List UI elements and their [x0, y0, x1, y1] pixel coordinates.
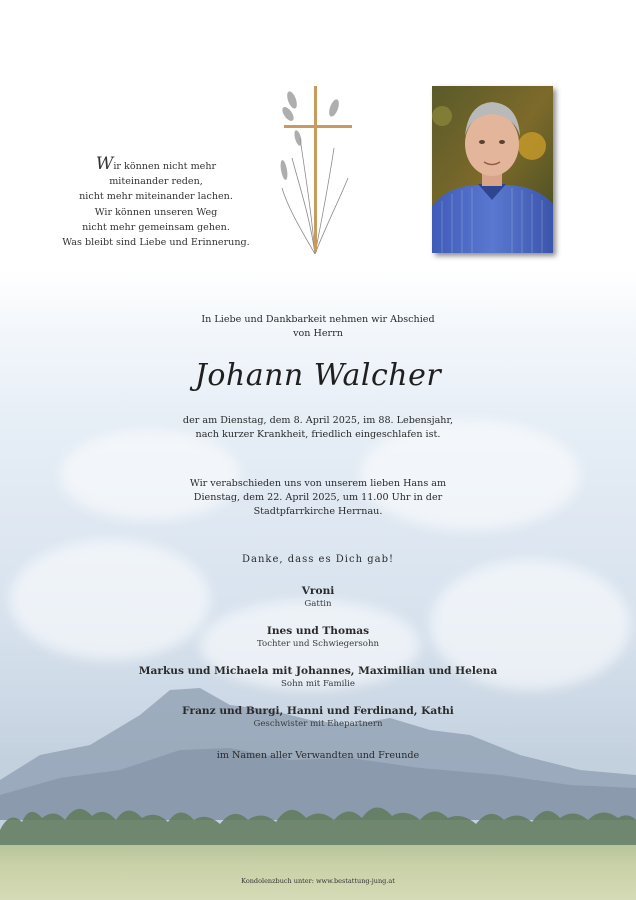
death-info: [0, 414, 636, 442]
funeral-line: Wir verabschieden uns von unserem lieben Hans am: [189, 478, 447, 489]
portrait-photo: [432, 86, 553, 253]
mourner-name: Markus und Michaela mit Johannes, Maximilian und Helena: [138, 665, 498, 677]
relatives-text: im Namen aller Verwandten und Freunde: [216, 750, 420, 761]
poem-line: Was bleibt sind Liebe und Erinnerung.: [62, 237, 250, 249]
poem-line: nicht mehr miteinander lachen.: [79, 191, 233, 203]
farewell-line: In Liebe und Dankbarkeit nehmen wir Abschied: [201, 314, 435, 325]
poem-line: [40, 154, 272, 174]
funeral-line: Dienstag, dem 22. April 2025, um 11.00 Uhr in der: [193, 492, 443, 504]
poem-first-line: ir können nicht mehr: [113, 161, 217, 172]
farewell-text: [0, 313, 636, 341]
poem: [40, 154, 272, 250]
meadow: [0, 845, 636, 900]
poem-initial: W: [95, 154, 114, 174]
death-info-line: nach kurzer Krankheit, friedlich eingeschlafen ist.: [195, 429, 441, 441]
mourner-name: Franz und Burgi, Hanni und Ferdinand, Kathi: [182, 705, 454, 717]
mourner-relation: Gattin: [304, 599, 332, 609]
farewell-line: von Herrn: [293, 328, 343, 339]
cross-with-wheat-icon: [270, 78, 360, 256]
condolence-link[interactable]: Kondolenzbuch unter: www.bestattung-jung.at: [241, 877, 395, 885]
poem-line: Wir können unseren Weg: [94, 206, 218, 218]
mourner-relation: Sohn mit Familie: [281, 679, 355, 689]
mourner-entry: [0, 704, 636, 730]
death-info-line: der am Dienstag, dem 8. April 2025, im 88. Lebensjahr,: [182, 415, 454, 426]
mourner-relation: Geschwister mit Ehepartnern: [253, 719, 383, 729]
mourner-entry: [0, 584, 636, 610]
deceased-name: Johann Walcher: [194, 358, 442, 393]
mourner-name: Ines und Thomas: [266, 625, 370, 637]
mourner-name: Vroni: [301, 585, 335, 597]
mourner-entry: [0, 624, 636, 650]
tree-line: [0, 790, 636, 850]
thanks-text: Danke, dass es Dich gab!: [241, 554, 394, 565]
poem-line: miteinander reden,: [109, 176, 203, 188]
funeral-line: Stadtpfarrkirche Herrnau.: [253, 506, 383, 518]
poem-line: nicht mehr gemeinsam gehen.: [82, 221, 230, 233]
mourner-relation: Tochter und Schwiegersohn: [256, 639, 380, 649]
mourner-entry: [0, 664, 636, 690]
funeral-info: [0, 477, 636, 520]
